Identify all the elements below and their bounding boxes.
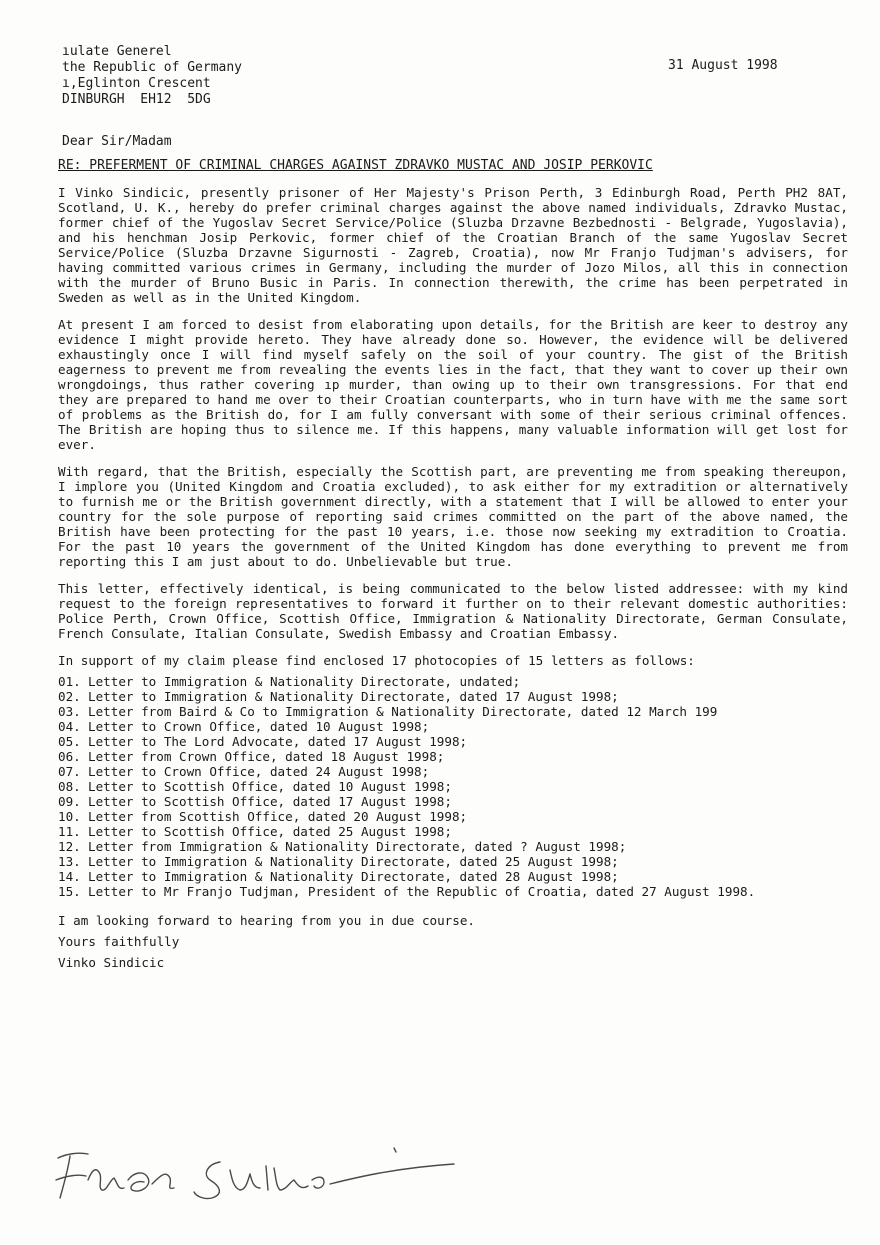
list-item bbox=[58, 674, 848, 689]
item-number: 04. bbox=[58, 719, 81, 734]
item-number: 14. bbox=[58, 869, 81, 884]
list-item bbox=[58, 734, 848, 749]
list-item bbox=[58, 869, 848, 884]
paragraph-addressees: This letter, effectively identical, is being communicated to the below listed addressee: with my kind request to the foreign representatives to forward it further on to their relevant domestic authorities: Police Perth, Crown Office, Scottish Office, Immigration & Nationality Directorate, German Consulate, French Consulate, Italian Consulate, Swedish Embassy and Croatian Embassy. bbox=[58, 581, 848, 641]
item-number: 02. bbox=[58, 689, 81, 704]
item-number: 10. bbox=[58, 809, 81, 824]
item-number: 12. bbox=[58, 839, 81, 854]
item-text: Letter to Scottish Office, dated 10 August 1998; bbox=[88, 779, 452, 794]
list-item bbox=[58, 884, 848, 899]
item-text: Letter to Immigration & Nationality Directorate, dated 25 August 1998; bbox=[88, 854, 619, 869]
address-line-1: ıulate Generel bbox=[62, 44, 172, 59]
letter-body bbox=[58, 185, 848, 970]
list-item bbox=[58, 749, 848, 764]
item-text: Letter to Immigration & Nationality Directorate, dated 28 August 1998; bbox=[88, 869, 619, 884]
item-number: 08. bbox=[58, 779, 81, 794]
item-number: 01. bbox=[58, 674, 81, 689]
item-text: Letter from Baird & Co to Immigration & Nationality Directorate, dated 12 March 199 bbox=[88, 704, 718, 719]
list-item bbox=[58, 764, 848, 779]
list-item bbox=[58, 779, 848, 794]
sign-off: Yours faithfully bbox=[58, 934, 180, 949]
signer-name: Vinko Sindicic bbox=[58, 955, 165, 970]
closing-sentence: I am looking forward to hearing from you in due course. bbox=[58, 913, 476, 928]
recipient-address bbox=[62, 44, 242, 108]
item-text: Letter from Crown Office, dated 18 August 1998; bbox=[88, 749, 445, 764]
item-text: Letter to Crown Office, dated 10 August 1998; bbox=[88, 719, 430, 734]
address-line-4: DINBURGH EH12 5DG bbox=[62, 92, 211, 107]
item-text: Letter from Scottish Office, dated 20 August 1998; bbox=[88, 809, 468, 824]
item-text: Letter to The Lord Advocate, dated 17 August 1998; bbox=[88, 734, 468, 749]
item-number: 06. bbox=[58, 749, 81, 764]
item-number: 11. bbox=[58, 824, 81, 839]
list-item bbox=[58, 854, 848, 869]
item-text: Letter to Mr Franjo Tudjman, President of the Republic of Croatia, dated 27 August 1998. bbox=[88, 884, 756, 899]
handwritten-signature bbox=[44, 1140, 464, 1210]
item-number: 13. bbox=[58, 854, 81, 869]
subject-line: RE: PREFERMENT OF CRIMINAL CHARGES AGAINST ZDRAVKO MUSTAC AND JOSIP PERKOVIC bbox=[58, 158, 653, 173]
item-text: Letter to Immigration & Nationality Directorate, undated; bbox=[88, 674, 521, 689]
salutation: Dear Sir/Madam bbox=[62, 134, 172, 149]
item-number: 15. bbox=[58, 884, 81, 899]
item-number: 07. bbox=[58, 764, 81, 779]
list-item bbox=[58, 719, 848, 734]
paragraph-request: With regard, that the British, especially the Scottish part, are preventing me from speaking thereupon, I implore you (United Kingdom and Croatia excluded), to ask either for my extradition or alternatively to furnish me or the British government directly, with a statement that I will be allowed to enter your country for the sole purpose of reporting said crimes committed on the part of the above named, the British have been protecting for the past 10 years, i.e. those now seeking my extradition to Croatia. For the past 10 years the government of the United Kingdom has done everything to prevent me from reporting this I am just about to do. Unbelievable but true. bbox=[58, 464, 848, 569]
item-text: Letter to Immigration & Nationality Directorate, dated 17 August 1998; bbox=[88, 689, 619, 704]
letter-date: 31 August 1998 bbox=[668, 58, 778, 73]
list-item bbox=[58, 704, 848, 719]
item-text: Letter to Crown Office, dated 24 August 1998; bbox=[88, 764, 430, 779]
address-line-2: the Republic of Germany bbox=[62, 60, 243, 75]
item-text: Letter to Scottish Office, dated 17 August 1998; bbox=[88, 794, 452, 809]
item-number: 09. bbox=[58, 794, 81, 809]
address-line-3: ı,Eglinton Crescent bbox=[62, 76, 211, 91]
enclosures-intro: In support of my claim please find enclosed 17 photocopies of 15 letters as follows: bbox=[58, 653, 695, 668]
enclosures-list bbox=[58, 674, 848, 899]
item-text: Letter to Scottish Office, dated 25 August 1998; bbox=[88, 824, 452, 839]
item-number: 03. bbox=[58, 704, 81, 719]
list-item bbox=[58, 824, 848, 839]
list-item bbox=[58, 794, 848, 809]
list-item bbox=[58, 689, 848, 704]
paragraph-evidence: At present I am forced to desist from elaborating upon details, for the British are keer to destroy any evidence I might provide hereto. They have already done so. However, the evidence will be delivered exhaustingly once I will find myself safely on the soil of your country. The gist of the British eagerness to prevent me from revealing the events lies in the fact, that they want to cover up their own wrongdoings, thus rather covering ıp murder, than owing up to their own transgressions. For that end they are prepared to hand me over to their Croatian counterparts, who in turn have with me the same sort of problems as the British do, for I am fully conversant with some of their serious criminal offences. The British are hoping thus to silence me. If this happens, many valuable information will get lost for ever. bbox=[58, 317, 848, 452]
item-text: Letter from Immigration & Nationality Directorate, dated ? August 1998; bbox=[88, 839, 627, 854]
item-number: 05. bbox=[58, 734, 81, 749]
paragraph-charges: I Vinko Sindicic, presently prisoner of Her Majesty's Prison Perth, 3 Edinburgh Road, Perth PH2 8AT, Scotland, U. K., hereby do prefer criminal charges against the above named individuals, Zdravko Mustac, former chief of the Yugoslav Secret Service/Police (Sluzba Drzavne Bezbednosti - Belgrade, Yugoslavia), and his henchman Josip Perkovic, former chief of the Croatian Branch of the same Yugoslav Secret Service/Police (Sluzba Drzavne Sigurnosti - Zagreb, Croatia), now Mr Franjo Tudjman's advisers, for having committed various crimes in Germany, including the murder of Jozo Milos, all this in connection with the murder of Bruno Busic in Paris. In connection therewith, the crime has been perpetrated in Sweden as well as in the United Kingdom. bbox=[58, 185, 848, 305]
list-item bbox=[58, 809, 848, 824]
list-item bbox=[58, 839, 848, 854]
